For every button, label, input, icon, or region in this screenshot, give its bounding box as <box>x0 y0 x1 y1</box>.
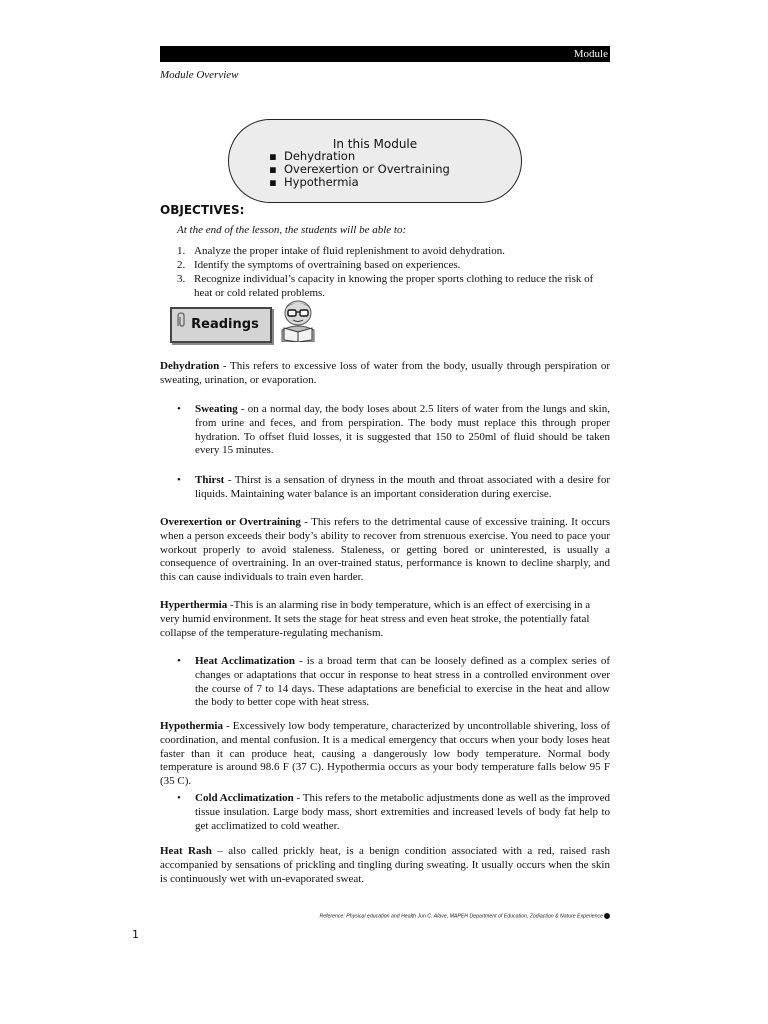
hyperthermia-term: Hyperthermia <box>160 599 228 611</box>
paperclip-icon <box>174 312 188 328</box>
dehydration-text: - This refers to excessive loss of water from the body, usually through perspiration or sweating, urination, or evaporation. <box>160 360 610 386</box>
thirst-content <box>195 474 610 502</box>
sweating-content <box>195 403 610 458</box>
heat-acclimatization-text: - is a broad term that can be loosely defined as a complex series of changes or adaptations that occur in response to heat stress in a controlled environment over the course of 7 to 14 days. These adaptations are beneficial to exercise in the heat and allow the body to better cope with heat stress. <box>195 655 610 709</box>
objectives-intro: At the end of the lesson, the students will be able to: <box>177 224 407 236</box>
objective-text: Analyze the proper intake of fluid replenishment to avoid dehydration. <box>194 245 505 257</box>
module-topic-list <box>269 150 450 189</box>
objectives-list <box>177 244 610 300</box>
dehydration-paragraph <box>160 360 610 388</box>
hypothermia-paragraph <box>160 720 610 789</box>
dehydration-term: Dehydration <box>160 360 220 372</box>
module-topic-item: ▪ Dehydration <box>269 150 450 163</box>
bullet-marker: • <box>177 792 181 804</box>
objective-number: 3. <box>177 273 186 285</box>
hypothermia-text: - Excessively low body temperature, characterized by uncontrollable shivering, loss of coordination, and mental confusion. It is a medical emergency that occurs when your body loses heat faster than it can produce heat, causing a dangerously low body temperature. Normal body temperature is around 98.6 F (37 C). Hypothermia occurs as your body temperature falls below 95 F (35 C). <box>160 720 610 788</box>
objective-item <box>177 272 610 300</box>
in-this-module-box <box>228 119 522 203</box>
sweating-term: Sweating <box>195 403 238 415</box>
objective-item <box>177 258 610 272</box>
overexertion-paragraph <box>160 516 610 585</box>
module-topic-item: ▪ Overexertion or Overtraining <box>269 163 450 176</box>
heat-rash-paragraph <box>160 845 610 886</box>
overexertion-text: - This refers to the detrimental cause of excessive training. It occurs when a person exceeds their body’s ability to recover from strenuous exercise. You need to pace your workout properly to avoid staleness. Staleness, or getting bored or uninterested, is usually a consequence of overtraining. In an over-trained status, performance is known to decline sharply, and this can cause individuals to train even harder. <box>160 516 610 584</box>
objective-text: Recognize individual’s capacity in knowing the proper sports clothing to reduce the risk of heat or cold related problems. <box>194 273 594 299</box>
module-box-title: In this Module <box>332 137 418 151</box>
cold-acclimatization-text: - This refers to the metabolic adjustments done as well as the improved tissue insulation. Large body mass, short extremities and increased levels of body fat help to get acclimatized to cold weather. <box>195 792 611 832</box>
cold-acclimatization-term: Cold Acclimatization <box>195 792 294 804</box>
cold-acclimatization-bullet <box>177 792 610 833</box>
heat-acclimatization-bullet <box>177 655 610 710</box>
module-overview-heading: Module Overview <box>160 69 239 81</box>
module-header-bar <box>160 46 610 62</box>
bullet-marker: • <box>177 655 181 667</box>
heat-acclimatization-content <box>195 655 610 710</box>
thirst-text: - Thirst is a sensation of dryness in the mouth and throat associated with a desire for liquids. Maintaining water balance is an important consideration during exercise. <box>195 474 610 500</box>
footer-reference-text: Reference: Physical education and Health Jun C. Alave, MAPEH Department of Education, Zodiaction & Nature Experience <box>319 913 603 920</box>
sweating-text: - on a normal day, the body loses about 2.5 liters of water from the lungs and skin, from urine and feces, and from perspiration. The body must replace this through proper hydration. To offset fluid losses, it is suggested that 150 to 250ml of fluid should be taken every 15 minutes. <box>195 403 610 457</box>
bullet-marker: • <box>177 403 181 415</box>
objective-text: Identify the symptoms of overtraining based on experiences. <box>194 259 461 271</box>
thirst-term: Thirst <box>195 474 225 486</box>
heat-rash-text: – also called prickly heat, is a benign condition associated with a red, raised rash accompanied by sensations of prickling and tingling during sweating. It usually occurs when the skin is continuously wet with un-evaporated sweat. <box>160 845 610 885</box>
objective-item <box>177 244 610 258</box>
module-topic-item: ▪ Hypothermia <box>269 176 450 189</box>
hypothermia-term: Hypothermia <box>160 720 223 732</box>
thirst-bullet <box>177 474 610 502</box>
heat-acclimatization-term: Heat Acclimatization <box>195 655 295 667</box>
page-number: 1 <box>132 928 139 941</box>
objective-number: 2. <box>177 259 186 271</box>
objective-number: 1. <box>177 245 186 257</box>
module-header-label: Module <box>573 48 608 60</box>
hyperthermia-text: -This is an alarming rise in body temperature, which is an effect of exercising in a very humid environment. It sets the stage for heat stress and even heat stroke, the potentially fatal collapse of the temperature-regulating mechanism. <box>160 599 591 639</box>
heat-rash-term: Heat Rash <box>160 845 212 857</box>
sweating-bullet <box>177 403 610 458</box>
footer-reference <box>160 913 610 919</box>
objectives-heading: OBJECTIVES: <box>160 203 245 217</box>
reading-student-icon <box>276 298 320 342</box>
overexertion-term: Overexertion or Overtraining <box>160 516 301 528</box>
bullet-marker: • <box>177 474 181 486</box>
logo-icon <box>604 913 610 919</box>
hyperthermia-paragraph <box>160 599 610 640</box>
cold-acclimatization-content <box>195 792 610 833</box>
readings-label: Readings <box>170 307 272 343</box>
